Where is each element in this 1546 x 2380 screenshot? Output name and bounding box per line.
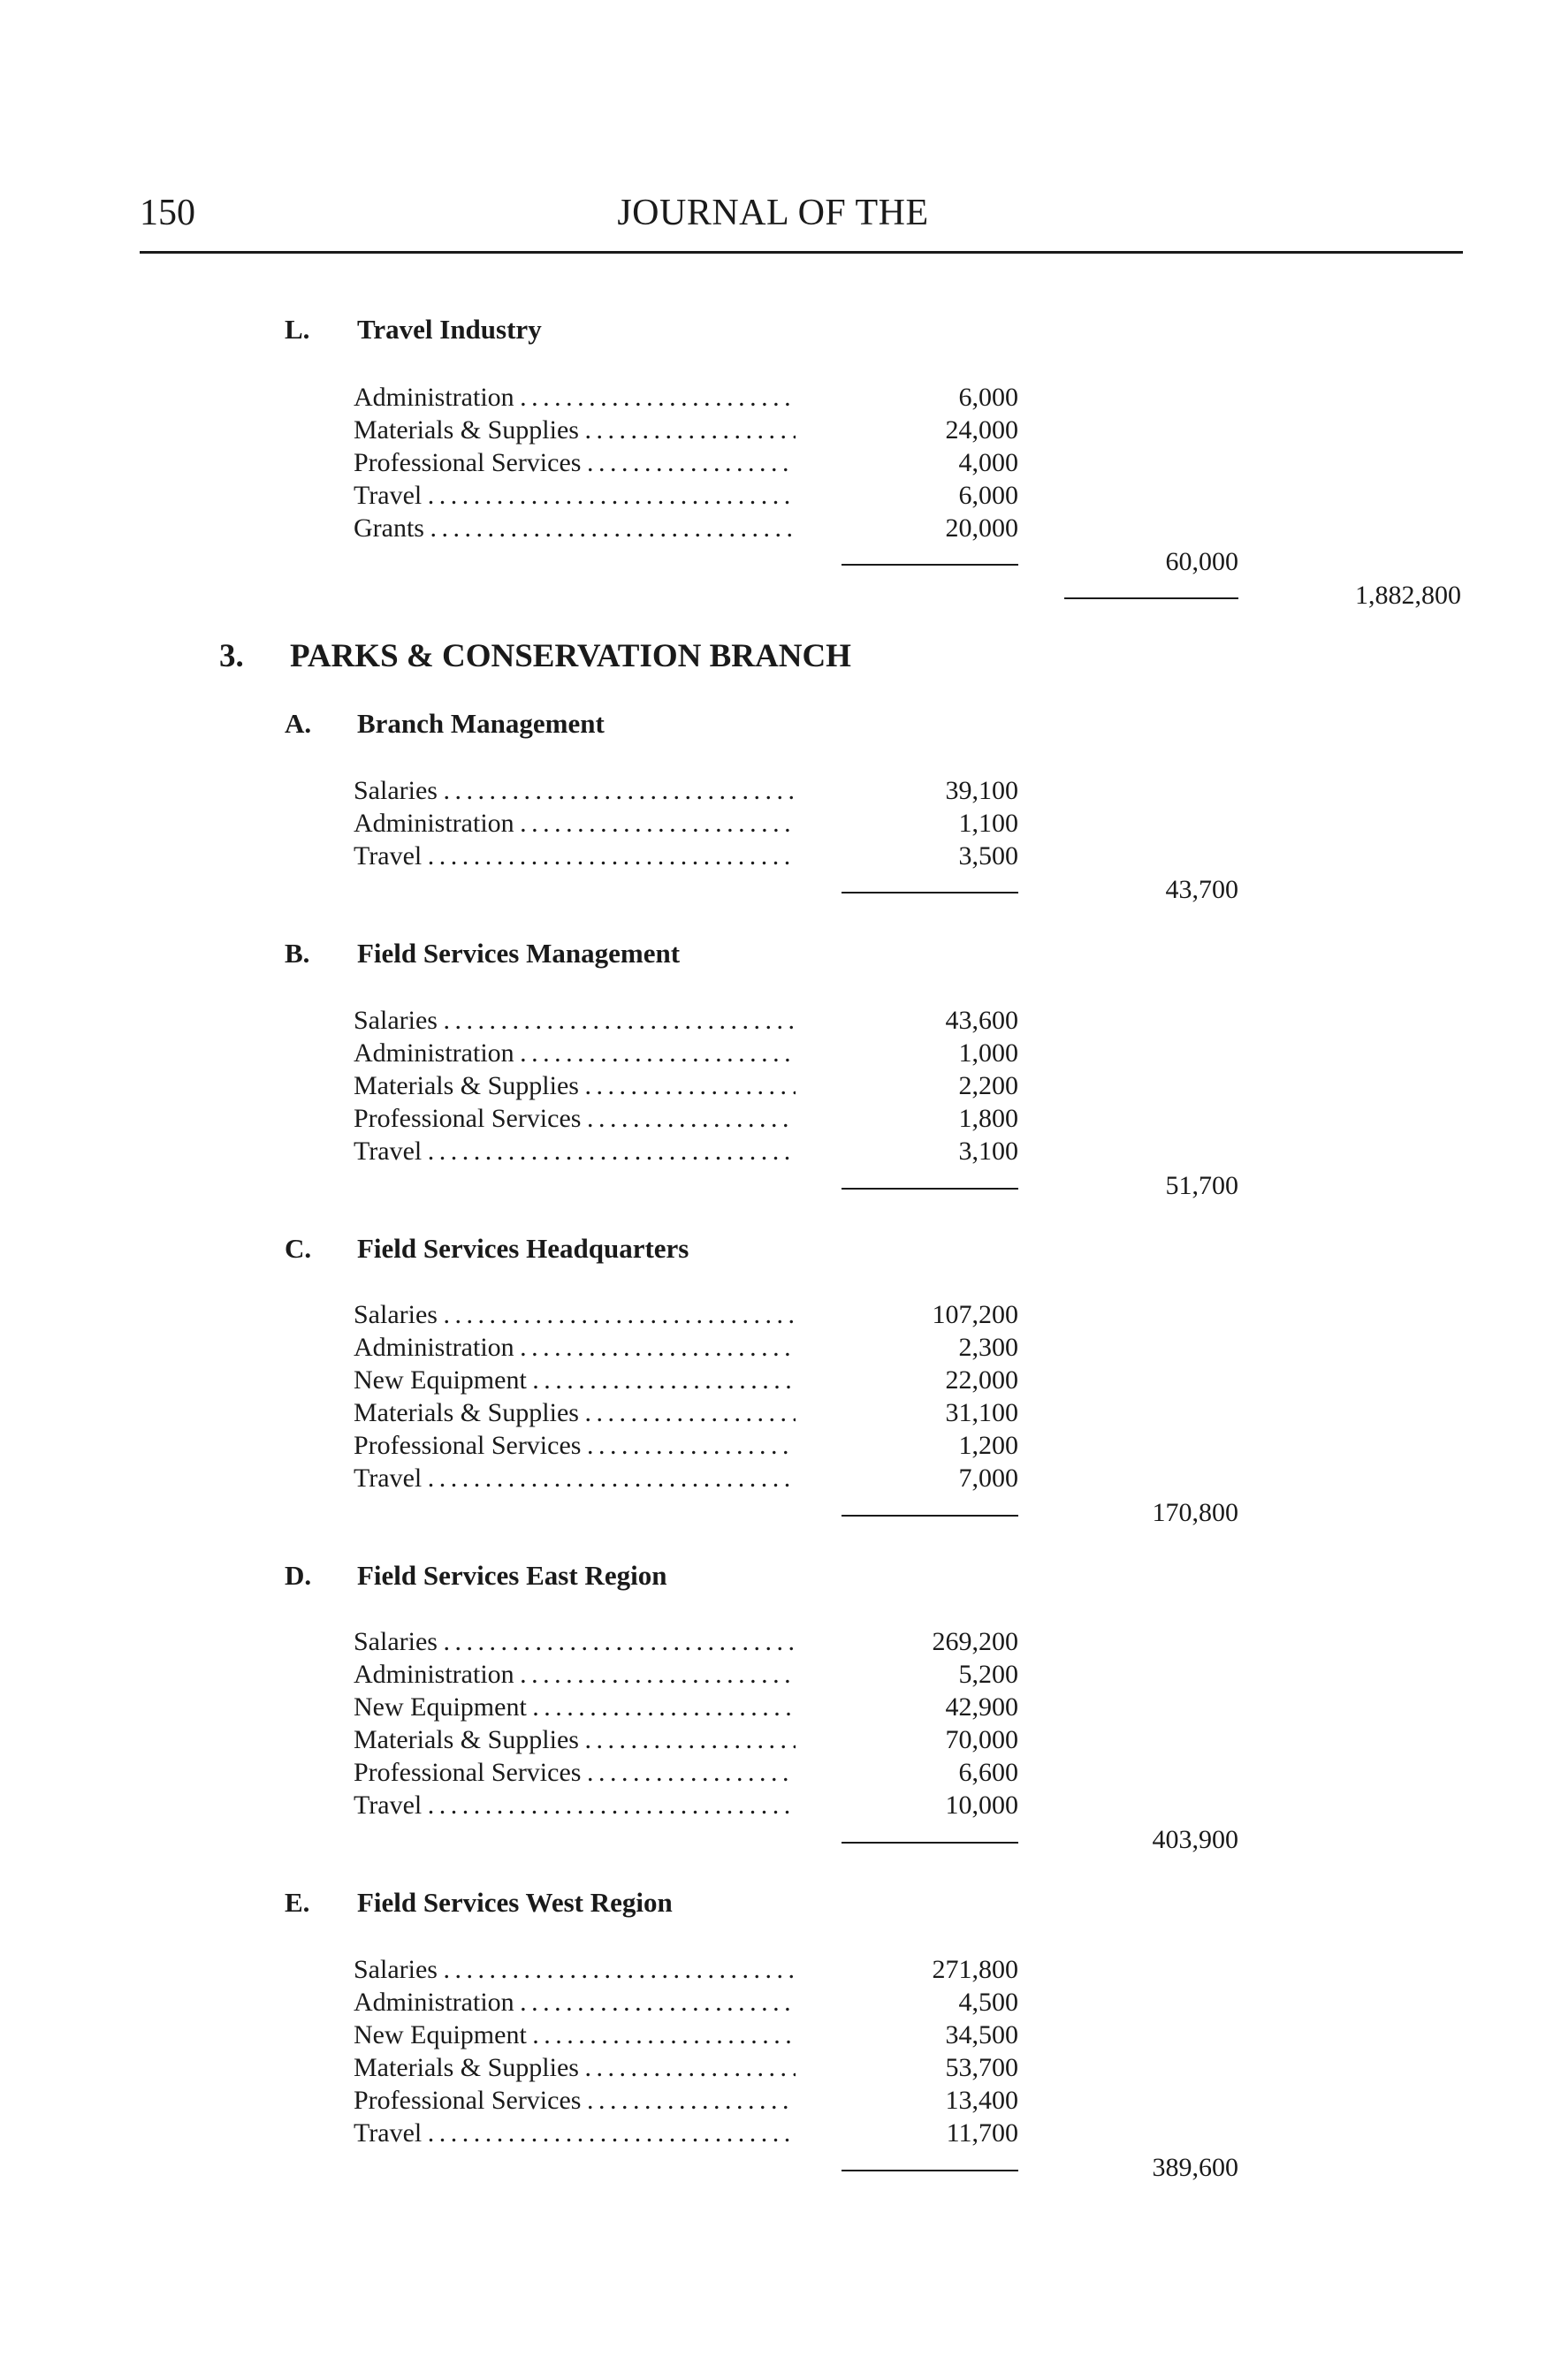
section-letter: C.: [285, 1233, 312, 1264]
line-item: [354, 1953, 1018, 1986]
line-item-label: Materials & Supplies . . .: [354, 414, 796, 446]
line-item: [354, 414, 1018, 446]
line-item-label: Professional Services . . .: [354, 1429, 796, 1462]
section-subtotal: 389,600: [1152, 2153, 1238, 2182]
line-item: [354, 512, 1018, 544]
line-item-label: Materials & Supplies . . .: [354, 1069, 796, 1102]
line-item-amount: 6,000: [958, 383, 1018, 412]
line-item: [354, 1789, 1018, 1821]
branch-heading: [219, 636, 851, 677]
line-item-label: Administration . . .: [354, 807, 796, 840]
line-item: [354, 1396, 1018, 1429]
subtotal-rule: [842, 892, 1018, 893]
line-item-amount: 24,000: [945, 415, 1018, 445]
line-item-amount: 1,200: [958, 1431, 1018, 1460]
line-item: [354, 1723, 1018, 1756]
line-item: [354, 479, 1018, 512]
line-item: [354, 1102, 1018, 1135]
line-item-label: Materials & Supplies . . .: [354, 1396, 796, 1429]
line-item: [354, 2117, 1018, 2149]
line-item-label: Travel . . .: [354, 479, 796, 512]
line-item-amount: 7,000: [958, 1464, 1018, 1493]
line-item: [354, 1756, 1018, 1789]
header-rule: [140, 251, 1463, 254]
line-item-amount: 3,100: [958, 1137, 1018, 1166]
section-title: Field Services Headquarters: [357, 1233, 689, 1264]
line-item-label: Salaries . . .: [354, 774, 796, 807]
section-subtotal: 60,000: [1165, 547, 1238, 576]
section-subtotal: 51,700: [1165, 1171, 1238, 1200]
line-item-label: Administration . . .: [354, 1331, 796, 1364]
line-item: [354, 1625, 1018, 1658]
line-item-amount: 70,000: [945, 1725, 1018, 1754]
line-item-label: New Equipment . . .: [354, 2019, 796, 2051]
line-item-label: Professional Services . . .: [354, 2084, 796, 2117]
line-item: [354, 381, 1018, 414]
branch-total: 1,882,800: [1355, 581, 1461, 610]
line-item: [354, 774, 1018, 807]
line-item-label: Professional Services . . .: [354, 1102, 796, 1135]
line-item: [354, 1691, 1018, 1723]
branch-number: 3.: [219, 638, 244, 674]
line-item-label: Administration . . .: [354, 1658, 796, 1691]
line-item-label: Materials & Supplies . . .: [354, 1723, 796, 1756]
line-item-label: Administration . . .: [354, 381, 796, 414]
subtotal-rule: [842, 1188, 1018, 1190]
subtotal-rule: [842, 564, 1018, 566]
line-item: [354, 446, 1018, 479]
line-item-amount: 43,600: [945, 1006, 1018, 1035]
line-item-label: New Equipment . . .: [354, 1691, 796, 1723]
line-item-label: Professional Services . . .: [354, 1756, 796, 1789]
section-subtotal: 43,700: [1165, 875, 1238, 904]
line-item-label: Travel . . .: [354, 1789, 796, 1821]
section-subtotal: 170,800: [1152, 1498, 1238, 1527]
line-item-amount: 42,900: [945, 1692, 1018, 1722]
line-item-amount: 11,700: [946, 2118, 1018, 2148]
page-number: 150: [140, 193, 195, 233]
line-item-label: New Equipment . . .: [354, 1364, 796, 1396]
line-item-amount: 271,800: [932, 1955, 1018, 1984]
section-title: Travel Industry: [357, 314, 542, 345]
line-item: [354, 1658, 1018, 1691]
line-item-amount: 107,200: [932, 1300, 1018, 1329]
line-item-amount: 1,100: [958, 809, 1018, 838]
line-item: [354, 1429, 1018, 1462]
line-item-amount: 269,200: [932, 1627, 1018, 1656]
line-item-label: Grants . . .: [354, 512, 796, 544]
line-item: [354, 1462, 1018, 1494]
line-item-amount: 6,600: [958, 1758, 1018, 1787]
line-item-amount: 13,400: [945, 2086, 1018, 2115]
line-item: [354, 1004, 1018, 1037]
line-item-label: Salaries . . .: [354, 1625, 796, 1658]
line-item-amount: 4,500: [958, 1988, 1018, 2017]
line-item-label: Travel . . .: [354, 1462, 796, 1494]
line-item: [354, 1298, 1018, 1331]
section-letter: A.: [285, 708, 312, 739]
section-letter: E.: [285, 1887, 310, 1918]
line-item-amount: 1,800: [958, 1104, 1018, 1133]
line-item-amount: 31,100: [945, 1398, 1018, 1427]
line-item-amount: 2,200: [958, 1071, 1018, 1100]
line-item-label: Salaries . . .: [354, 1004, 796, 1037]
total-rule: [1064, 597, 1238, 599]
line-item-amount: 22,000: [945, 1365, 1018, 1395]
line-item-amount: 2,300: [958, 1333, 1018, 1362]
line-item-label: Administration . . .: [354, 1037, 796, 1069]
line-item-label: Salaries . . .: [354, 1953, 796, 1986]
line-item: [354, 1364, 1018, 1396]
line-item: [354, 1331, 1018, 1364]
section-subtotal: 403,900: [1152, 1825, 1238, 1854]
line-item: [354, 1135, 1018, 1167]
line-item: [354, 807, 1018, 840]
running-title: JOURNAL OF THE: [617, 193, 929, 233]
line-item-amount: 34,500: [945, 2020, 1018, 2049]
line-item-label: Administration . . .: [354, 1986, 796, 2019]
line-item: [354, 2084, 1018, 2117]
line-item-amount: 3,500: [958, 841, 1018, 871]
line-item-amount: 10,000: [945, 1791, 1018, 1820]
line-item: [354, 1069, 1018, 1102]
line-item-label: Materials & Supplies . . .: [354, 2051, 796, 2084]
subtotal-rule: [842, 1842, 1018, 1844]
line-item-label: Travel . . .: [354, 840, 796, 872]
line-item: [354, 2051, 1018, 2084]
line-item: [354, 2019, 1018, 2051]
line-item-label: Travel . . .: [354, 1135, 796, 1167]
line-item-amount: 4,000: [958, 448, 1018, 477]
subtotal-rule: [842, 2170, 1018, 2171]
line-item-label: Salaries . . .: [354, 1298, 796, 1331]
section-letter: D.: [285, 1560, 312, 1591]
subtotal-rule: [842, 1515, 1018, 1517]
section-title: Branch Management: [357, 708, 605, 739]
section-letter: L.: [285, 314, 310, 345]
line-item-amount: 5,200: [958, 1660, 1018, 1689]
section-title: Field Services West Region: [357, 1887, 673, 1918]
branch-title: PARKS & CONSERVATION BRANCH: [290, 638, 851, 674]
line-item-amount: 53,700: [945, 2053, 1018, 2082]
line-item: [354, 1037, 1018, 1069]
section-title: Field Services East Region: [357, 1560, 667, 1591]
line-item-amount: 20,000: [945, 513, 1018, 543]
section-letter: B.: [285, 938, 310, 969]
line-item: [354, 840, 1018, 872]
line-item-amount: 6,000: [958, 481, 1018, 510]
line-item-amount: 1,000: [958, 1038, 1018, 1068]
section-title: Field Services Management: [357, 938, 681, 969]
line-item: [354, 1986, 1018, 2019]
line-item-label: Travel . . .: [354, 2117, 796, 2149]
line-item-amount: 39,100: [945, 776, 1018, 805]
line-item-label: Professional Services . . .: [354, 446, 796, 479]
